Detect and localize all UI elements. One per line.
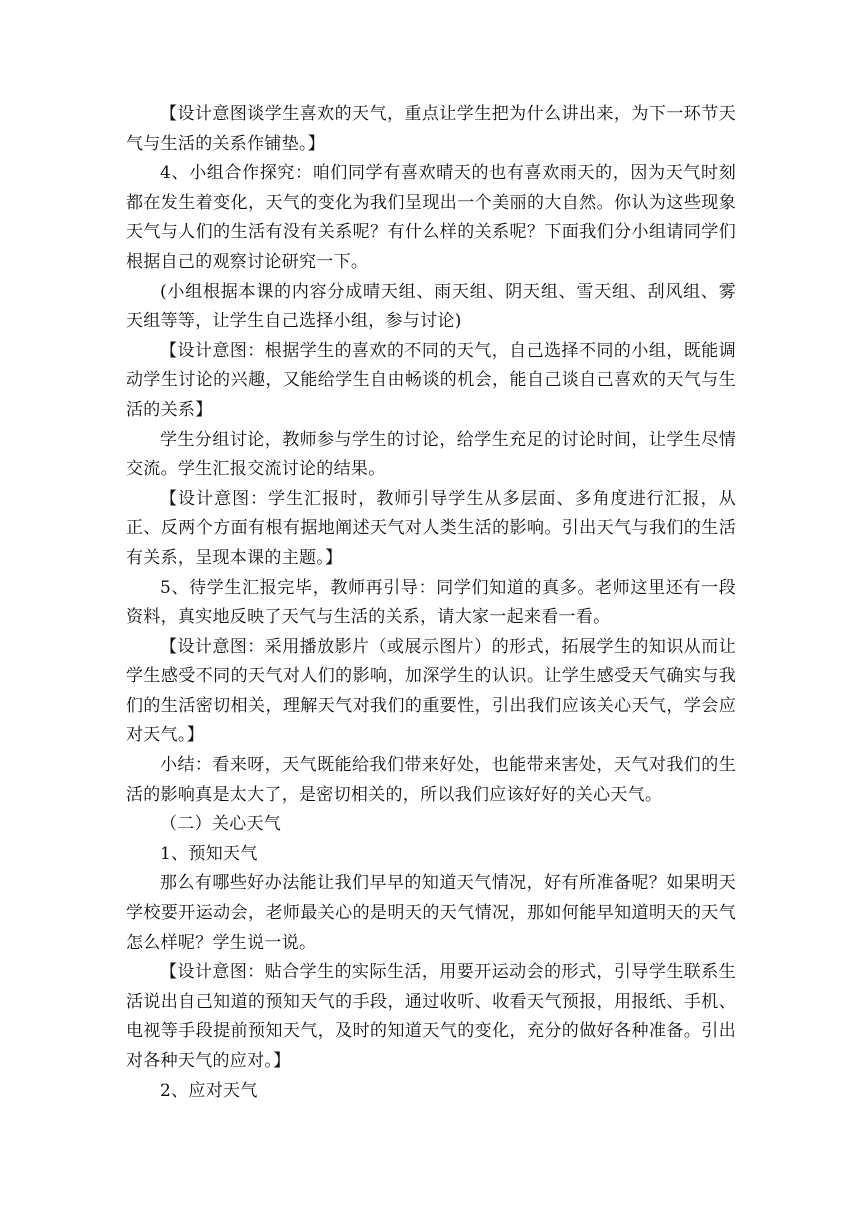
- document-page: [126, 100, 736, 1106]
- step-4-paragraph: 4、小组合作探究：咱们同学有喜欢晴天的也有喜欢雨天的，因为天气时刻都在发生着变化，天气的变化为我们呈现出一个美丽的大自然。你认为这些现象天气与人们的生活有没有关系呢？有什么样的关系呢？下面我们分小组请同学们根据自己的观察讨论研究一下。: [126, 163, 736, 272]
- design-intent-paragraph: 【设计意图谈学生喜欢的天气，重点让学生把为什么讲出来，为下一环节天气与生活的关系作铺垫。】: [126, 104, 736, 154]
- subsection-heading: 2、应对天气: [160, 1080, 258, 1101]
- design-intent-paragraph: 【设计意图：采用播放影片（或展示图片）的形式，拓展学生的知识从而让学生感受不同的天气对人们的影响，加深学生的认识。让学生感受天气确实与我们的生活密切相关，理解天气对我们的重要性，引出我们应该关心天气，学会应对天气。】: [126, 636, 736, 746]
- design-intent-paragraph: 【设计意图：贴合学生的实际生活，用要开运动会的形式，引导学生联系生活说出自己知道的预知天气的手段，通过收听、收看天气预报，用报纸、手机、电视等手段提前预知天气，及时的知道天气的变化，充分的做好各种准备。引出对各种天气的应对。】: [126, 962, 736, 1071]
- subsection-heading: 1、预知天气: [160, 843, 258, 864]
- group-note-paragraph: (小组根据本课的内容分成晴天组、雨天组、阴天组、雪天组、刮风组、雾天组等等，让学生自己选择小组，参与讨论): [126, 281, 736, 332]
- step-5-paragraph: 5、待学生汇报完毕，教师再引导：同学们知道的真多。老师这里还有一段资料，真实地反映了天气与生活的关系，请大家一起来看一看。: [126, 577, 736, 628]
- section-heading: （二）关心天气: [160, 814, 282, 835]
- forecast-question-paragraph: 那么有哪些好办法能让我们早早的知道天气情况，好有所准备呢？如果明天学校要开运动会，老师最关心的是明天的天气情况，那如何能早知道明天的天气怎么样呢？学生说一说。: [126, 873, 736, 953]
- discussion-paragraph: 学生分组讨论，教师参与学生的讨论，给学生充足的讨论时间，让学生尽情交流。学生汇报交流讨论的结果。: [126, 429, 736, 480]
- design-intent-paragraph: 【设计意图：学生汇报时，教师引导学生从多层面、多角度进行汇报，从正、反两个方面有根有据地阐述天气对人类生活的影响。引出天气与我们的生活有关系，呈现本课的主题。】: [126, 488, 736, 568]
- design-intent-paragraph: 【设计意图：根据学生的喜欢的不同的天气，自己选择不同的小组，既能调动学生讨论的兴趣，又能给学生自由畅谈的机会，能自己谈自己喜欢的天气与生活的关系】: [126, 340, 736, 420]
- summary-paragraph: 小结：看来呀，天气既能给我们带来好处，也能带来害处，天气对我们的生活的影响真是太大了，是密切相关的，所以我们应该好好的关心天气。: [126, 755, 736, 805]
